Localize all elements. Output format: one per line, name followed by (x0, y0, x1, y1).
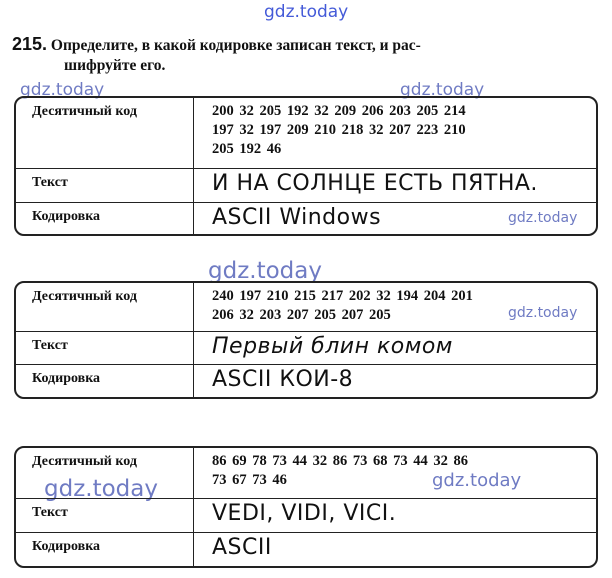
decoded-text: И НА СОЛНЦЕ ЕСТЬ ПЯТНА. (212, 171, 538, 196)
code-line: 197 32 197 209 210 218 32 207 223 210 (212, 122, 466, 138)
encoding-label: Кодировка (16, 365, 194, 397)
text-row (16, 168, 596, 202)
encoding-table-2 (14, 281, 598, 399)
watermark: gdz.today (20, 80, 105, 100)
text-label: Текст (16, 499, 194, 532)
task-number: 215. (12, 34, 48, 54)
task-text-line2: шифруйте его. (64, 57, 166, 74)
encoding-label: Кодировка (16, 533, 194, 566)
watermark: gdz.today (208, 258, 322, 284)
encoding-label: Кодировка (16, 203, 194, 234)
encoding-row (16, 202, 596, 234)
code-line: 205 192 46 (212, 141, 282, 157)
watermark: gdz.today (432, 470, 522, 491)
decoded-text: VEDI, VIDI, VICI. (212, 501, 397, 526)
encoding-value: ASCII (212, 535, 272, 560)
decimal-code-label: Десятичный код (16, 283, 194, 331)
decimal-code-row (16, 283, 596, 331)
decimal-code-row (16, 448, 596, 498)
encoding-row (16, 532, 596, 566)
text-row (16, 498, 596, 532)
watermark: gdz.today (400, 80, 485, 100)
code-line: 200 32 205 192 32 209 206 203 205 214 (212, 103, 466, 119)
decimal-code-value (194, 448, 596, 498)
decimal-code-value (194, 283, 596, 331)
encoding-value: ASCII КОИ-8 (212, 367, 354, 392)
code-line: 73 67 73 46 (212, 472, 287, 488)
text-label: Текст (16, 332, 194, 364)
encoding-value: ASCII Windows (212, 205, 382, 230)
code-line: 240 197 210 215 217 202 32 194 204 201 (212, 288, 473, 304)
task-text-line1: Определите, в какой кодировке записан текст, и рас- (50, 37, 421, 54)
encoding-row (16, 364, 596, 397)
decimal-code-value (194, 98, 596, 168)
text-label: Текст (16, 169, 194, 202)
watermark: gdz.today (508, 305, 578, 321)
task-statement (12, 34, 602, 76)
code-line: 86 69 78 73 44 32 86 73 68 73 44 32 86 (212, 453, 468, 469)
text-row (16, 331, 596, 364)
decimal-code-label: Десятичный код (16, 448, 194, 498)
code-line: 206 32 203 207 205 207 205 (212, 307, 391, 323)
decimal-code-row (16, 98, 596, 168)
watermark: gdz.today (508, 210, 578, 226)
decoded-text: Первый блин комом (212, 334, 453, 359)
watermark: gdz.today (44, 476, 158, 502)
encoding-table-3 (14, 446, 598, 568)
watermark-top: gdz.today (264, 2, 349, 22)
decimal-code-label: Десятичный код (16, 98, 194, 168)
encoding-table-1 (14, 96, 598, 236)
